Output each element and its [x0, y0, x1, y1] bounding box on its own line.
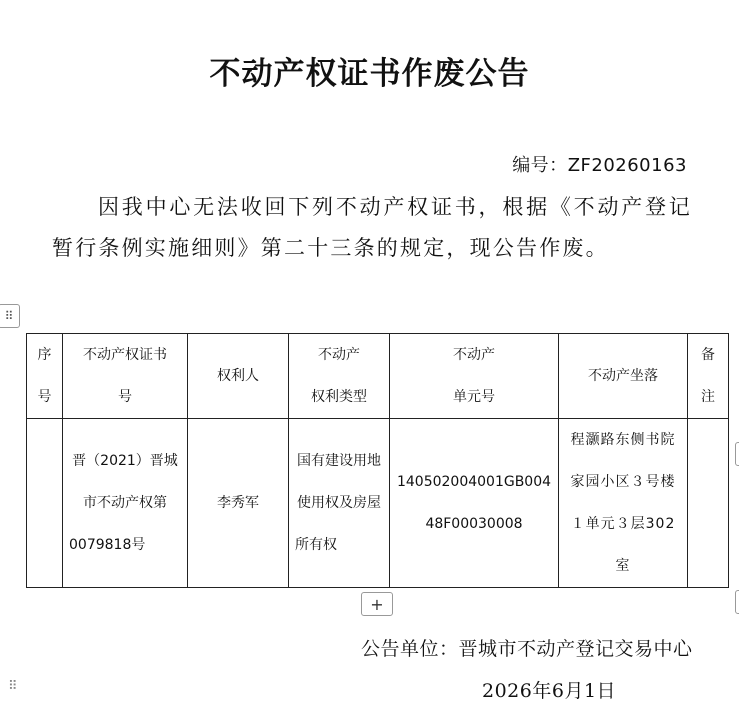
header-seq: 序 号	[27, 334, 63, 419]
cell-remark[interactable]	[688, 419, 729, 588]
notice-date: 2026年6月1日	[482, 680, 617, 702]
drag-grip-icon[interactable]: ⠿	[8, 679, 18, 694]
table-row	[27, 419, 729, 588]
issuing-organization: 公告单位：晋城市不动产登记交易中心	[361, 638, 693, 660]
certificate-table	[26, 333, 729, 588]
notice-title: 不动产权证书作废公告	[209, 56, 530, 92]
cell-right-type[interactable]: 国有建设用地使用权及房屋所有权	[289, 419, 390, 588]
cell-seq[interactable]	[27, 419, 63, 588]
header-right-type: 不动产 权利类型	[289, 334, 390, 419]
header-remark: 备 注	[688, 334, 729, 419]
cell-certificate-number[interactable]: 晋（2021）晋城市不动产权第0079818号	[63, 419, 188, 588]
header-right-holder: 权利人	[188, 334, 289, 419]
notice-body: 因我中心无法收回下列不动产权证书，根据《不动产登记暂行条例实施细则》第二十三条的规定，现公告作废。	[52, 195, 692, 260]
document-number-label: 编号：	[512, 155, 568, 176]
header-certificate-number: 不动产权证书 号	[63, 334, 188, 419]
document-number	[512, 151, 687, 177]
cell-right-holder[interactable]: 李秀军	[188, 419, 289, 588]
table-header-row	[27, 334, 729, 419]
table-resize-handle[interactable]	[735, 590, 739, 614]
cell-location[interactable]: 程灏路东侧书院家园小区３号楼１单元３层302室	[559, 419, 688, 588]
header-location: 不动产坐落	[559, 334, 688, 419]
row-resize-handle[interactable]	[735, 442, 739, 466]
table-move-handle[interactable]: ⠿	[0, 304, 20, 328]
cell-unit-number[interactable]: 140502004001GB00448F00030008	[390, 419, 559, 588]
header-unit-number: 不动产 单元号	[390, 334, 559, 419]
document-number-value: ZF20260163	[567, 155, 687, 176]
add-row-button[interactable]: +	[361, 592, 393, 616]
